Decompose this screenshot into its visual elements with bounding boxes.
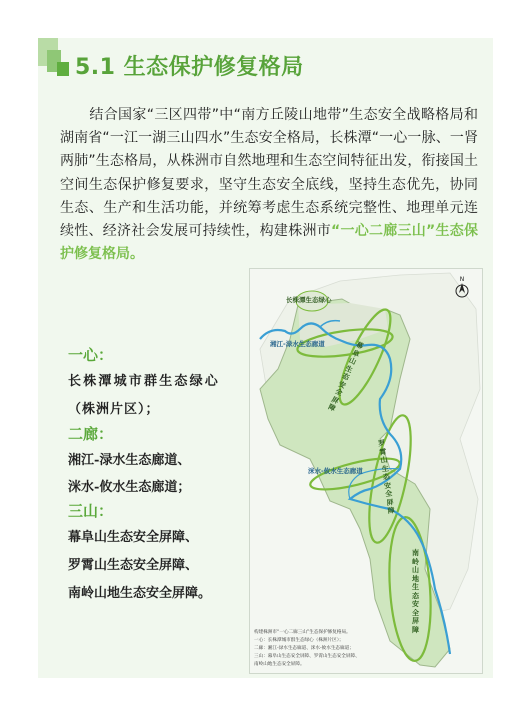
intro-body: 结合国家“三区四带”中“南方丘陵山地带”生态安全战略格局和湖南省“一江一湖三山四水”生态安全格局，长株潭“一心一脉、一肾两肺”生态格局，从株洲市自然地理和生态空间特征出发，衔接国土空间生态保护修复要求，坚守生态安全底线，坚持生态优先，协同生态、生产和生活功能，并统筹考虑生态系统完整性、地理单元连续性、经济社会发展可持续性，构建株洲市	[60, 107, 478, 240]
panel-one-item-2: （株洲片区）；	[68, 402, 160, 417]
section-title: 5.1 生态保护修复格局	[75, 55, 304, 80]
map-label-mufu: 幕阜山生态安全屏障	[326, 340, 365, 413]
panel-one-item	[68, 370, 220, 389]
map-label-luoxiao: 罗霄山生态安全屏障	[377, 438, 396, 516]
panel-two-item-1: 湘江-渌水生态廊道、	[68, 453, 191, 468]
panel-three-item	[68, 526, 198, 545]
panel-two-title: 二廊：	[68, 425, 114, 443]
panel-two-item	[68, 449, 190, 468]
north-arrow-label: N	[459, 276, 465, 283]
map-graphic	[250, 269, 482, 673]
panel-three-item	[68, 554, 198, 573]
panel-three-title: 三山：	[68, 502, 114, 520]
panel-two-item-2: 洣水-攸水生态廊道；	[68, 480, 191, 495]
panel-one-item	[68, 398, 160, 417]
intro-highlight: “一心二廊三山”生态保护修复格局。	[60, 223, 479, 263]
panel-three-item	[68, 582, 211, 601]
panel-three-title-wrap	[68, 500, 113, 521]
legend-line: 一心：长株潭城市群生态绿心（株洲片区）；	[254, 638, 344, 643]
panel-three-item-1: 幕阜山生态安全屏障、	[68, 530, 199, 545]
intro-paragraph	[60, 104, 478, 266]
legend-line: 南岭山地生态安全屏障。	[254, 662, 305, 667]
legend-line: 构建株洲市“一心二廊三山”生态保护修复格局。	[254, 630, 351, 635]
panel-three-item-2: 罗霄山生态安全屏障、	[68, 558, 199, 573]
map-label-heart: 长株潭生态绿心	[286, 296, 332, 304]
title-decoration	[57, 62, 69, 76]
legend-line: 二廊：湘江-渌水生态廊道、洣水-攸水生态廊道；	[254, 646, 354, 651]
panel-two-title-wrap	[68, 423, 113, 444]
legend-line: 三山：幕阜山生态安全屏障、罗霄山生态安全屏障、	[254, 654, 360, 659]
panel-one-title: 一心：	[68, 346, 114, 364]
panel-one-title-wrap	[68, 344, 113, 365]
map-label-corridor2: 洣水-攸水生态廊道	[308, 467, 363, 475]
map-legend	[254, 629, 454, 669]
panel-two-item	[68, 476, 190, 495]
map-label-nanling: 南岭山地生态安全屏障	[412, 549, 419, 634]
map-label-corridor1: 湘江-渌水生态廊道	[270, 340, 325, 348]
panel-one-item-1: 长株潭城市群生态绿心	[68, 374, 221, 389]
ecological-pattern-map	[249, 268, 483, 674]
panel-three-item-3: 南岭山地生态安全屏障。	[68, 586, 212, 601]
